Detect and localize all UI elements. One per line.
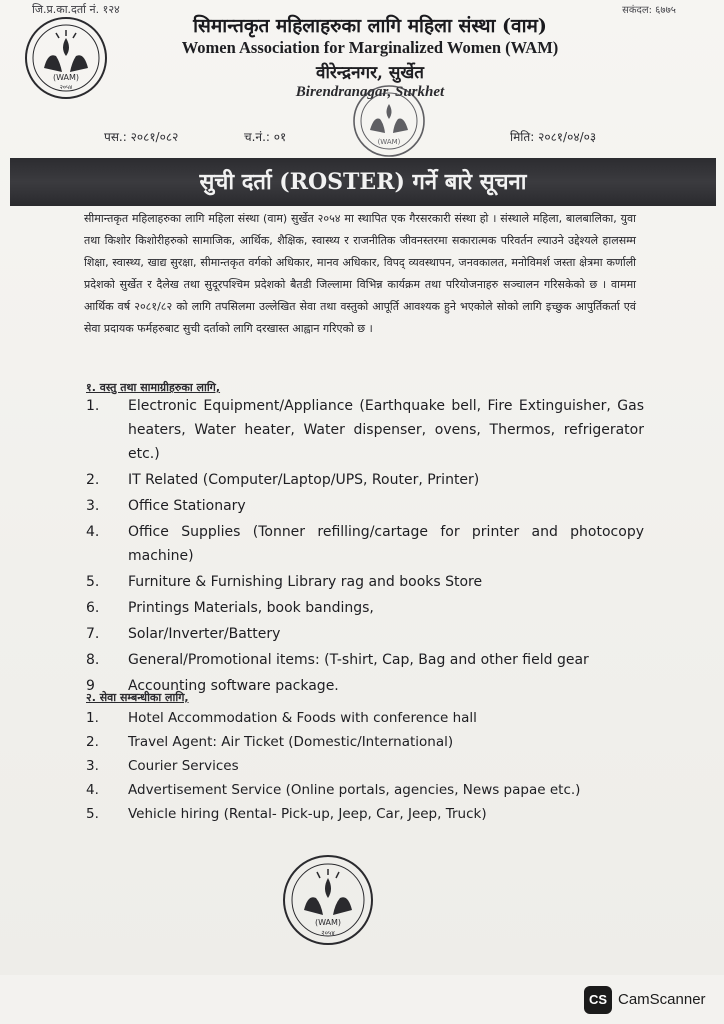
goods-list	[84, 394, 644, 700]
pan-number: सकंदल: ६७७५	[622, 5, 676, 16]
camscanner-logo-icon: CS	[584, 986, 612, 1014]
list-item: 1. Electronic Equipment/Appliance (Earthquake bell, Fire Extinguisher, Gas heaters, Water heater, Water dispenser, ovens, Thermos, refrigerator etc.)	[86, 398, 644, 462]
svg-text:(WAM): (WAM)	[314, 918, 342, 927]
registration-number: जि.प्र.का.दर्ता नं. १२४	[32, 3, 120, 16]
wam-logo	[24, 16, 108, 100]
notice-title: सुची दर्ता (ROSTER) गर्ने बारे सूचना	[199, 169, 527, 195]
list-item: 2. IT Related (Computer/Laptop/UPS, Router, Printer)	[86, 472, 480, 488]
svg-text:(WAM): (WAM)	[52, 73, 80, 82]
notice-title-bar	[10, 158, 716, 206]
notice-date: मिति: २०८१/०४/०३	[510, 130, 597, 144]
list-item: 8. General/Promotional items: (T-shirt, Cap, Bag and other field gear	[86, 652, 589, 668]
reference-number: पस.: २०८१/०८२	[104, 130, 179, 144]
list-item: 3. Office Stationary	[86, 498, 246, 514]
list-item: 4. Advertisement Service (Online portals, agencies, News papae etc.)	[86, 782, 581, 798]
city-english: Birendranagar, Surkhet	[295, 84, 445, 100]
list-item: 6. Printings Materials, book bandings,	[86, 600, 374, 616]
city-nepali: वीरेन्द्रनगर, सुर्खेत	[316, 63, 424, 83]
list-item: 7. Solar/Inverter/Battery	[86, 626, 281, 642]
list-item: 9 Accounting software package.	[86, 678, 339, 694]
section-goods-heading: १. वस्तु तथा सामाग्रीहरुका लागि,	[86, 381, 221, 394]
camscanner-watermark: CamScanner	[618, 991, 706, 1008]
list-item: 1. Hotel Accommodation & Foods with conference hall	[86, 710, 477, 726]
intro-paragraph: सीमान्तकृत महिलाहरुका लागि महिला संस्था (वाम) सुर्खेत २०५४ मा स्थापित एक गैरसरकारी संस्था हो । संस्थाले महिला, बालबालिका, युवा तथा किशोर किशोरीहरुको सामाजिक, आर्थिक, शैक्षिक, स्वास्थ्य र राजनीतिक जीवनस्तरमा सकारात्मक परिवर्तन ल्याउने उद्देश्यले हालसम्म शिक्षा, स्वास्थ्य, खाद्य सुरक्षा, सीमान्तकृत वर्गको अधिकार, मानव अधिकार, विपद् व्यवस्थापन, जनवकालत, मनोविमर्श जस्ता क्षेत्रमा कर्णाली प्रदेशको सुर्खेत र दैलेख तथा सुदूरपश्चिम प्रदेशको बैतडी जिल्लामा विभिन्न कार्यक्रम तथा परियोजनाहरु सञ्चालन गरिसकेको छ । वाममा आर्थिक वर्ष २०८१/८२ को लागि तपसिलमा उल्लेखित सेवा तथा वस्तुको आपूर्ति आवश्यक हुने भएकोले सोको लागि इच्छुक आपुर्तिकर्ता एवं सेवा प्रदायक फर्महरुबाट सुची दर्ताको लागि दरखास्त आह्वान गरिएको छ ।	[84, 212, 636, 335]
svg-text:२०५४: २०५४	[321, 929, 335, 937]
svg-text:(WAM): (WAM)	[377, 138, 401, 146]
svg-text:२०५४: २०५४	[59, 84, 73, 91]
wam-stamp	[352, 84, 426, 158]
wam-seal-bottom	[282, 854, 374, 946]
org-title-english: Women Association for Marginalized Women (WAM)	[181, 38, 559, 57]
list-item: 4. Office Supplies (Tonner refilling/cartage for printer and photocopy machine)	[86, 524, 644, 564]
list-item: 5. Furniture & Furnishing Library rag and books Store	[86, 574, 483, 590]
org-title-nepali: सिमान्तकृत महिलाहरुका लागि महिला संस्था (वाम)	[193, 15, 547, 37]
section-services-heading: २. सेवा सम्बन्धीका लागि,	[86, 691, 189, 704]
services-list	[84, 706, 644, 826]
list-item: 2. Travel Agent: Air Ticket (Domestic/International)	[86, 734, 454, 750]
list-item: 5. Vehicle hiring (Rental- Pick-up, Jeep, Car, Jeep, Truck)	[86, 806, 487, 822]
list-item: 3. Courier Services	[86, 758, 239, 774]
dispatch-number: च.नं.: ०१	[244, 130, 287, 144]
